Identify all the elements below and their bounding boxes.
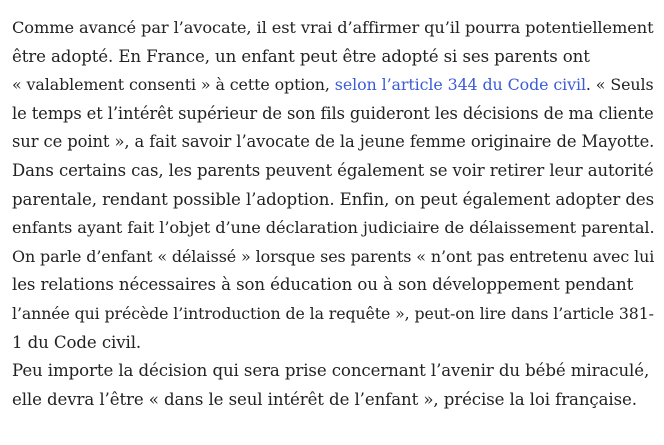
text-line xyxy=(12,71,654,100)
text-line: Dans certains cas, les parents peuvent également se voir retirer leur autorité xyxy=(12,160,654,180)
text-line: On parle d’enfant « délaissé » lorsque ses parents « n’ont pas entretenu avec lui xyxy=(12,246,655,266)
text-line: 1 du Code civil. xyxy=(12,332,142,352)
text-line: l’année qui précède l’introduction de la requête », peut-on lire dans l’article 381- xyxy=(12,303,654,323)
text-line: les relations nécessaires à son éducation ou à son développement pendant xyxy=(12,275,634,295)
text-line: le temps et l’intérêt supérieur de son fils guideront les décisions de ma cliente xyxy=(12,103,654,123)
text-line: Peu importe la décision qui sera prise concernant l’avenir du bébé miraculé, xyxy=(12,361,650,381)
article-paragraph xyxy=(12,14,654,357)
text-segment: « valablement consenti » à cette option, xyxy=(12,75,335,95)
text-line: parentale, rendant possible l’adoption. Enfin, on peut également adopter des xyxy=(12,189,655,209)
text-line: sur ce point », a fait savoir l’avocate de la jeune femme originaire de Mayotte. xyxy=(12,132,655,152)
text-segment: . « Seuls xyxy=(585,75,654,95)
code-civil-article-344-link[interactable]: selon l’article 344 du Code civil xyxy=(334,75,586,95)
text-line: elle devra l’être « dans le seul intérêt de l’enfant », précise la loi française. xyxy=(12,389,637,409)
text-line: enfants ayant fait l’objet d’une déclaration judiciaire de délaissement parental. xyxy=(12,218,655,238)
text-line: être adopté. En France, un enfant peut être adopté si ses parents ont xyxy=(12,46,590,66)
article-paragraph xyxy=(12,357,654,414)
text-line: Comme avancé par l’avocate, il est vrai d’affirmer qu’il pourra potentiellement xyxy=(12,18,654,37)
